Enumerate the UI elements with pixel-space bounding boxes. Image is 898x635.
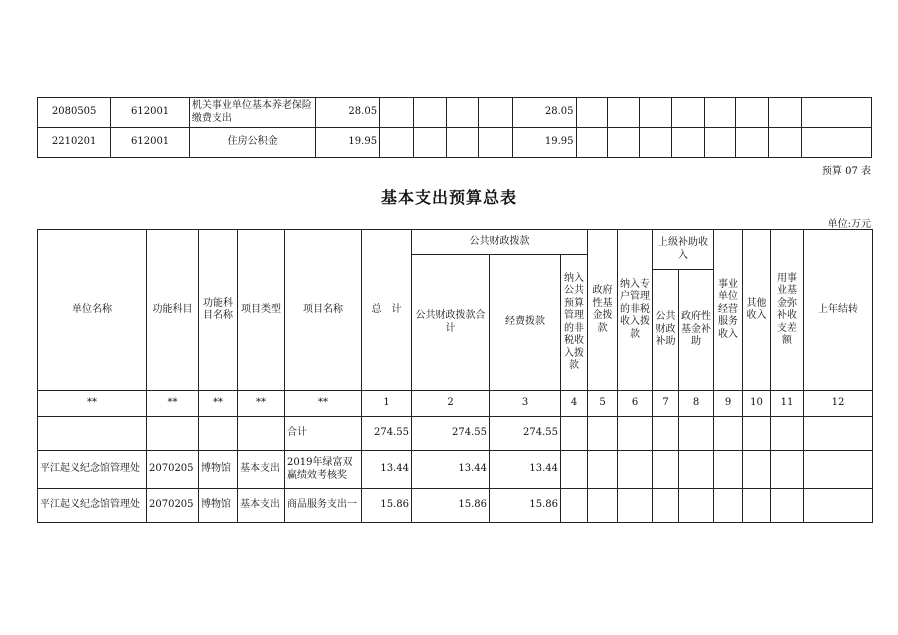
func-code-cell: 2070205 [147, 451, 199, 489]
index-cell: 3 [490, 391, 561, 417]
public-total-cell: 15.86 [412, 489, 490, 523]
unit-label: 单位:万元 [827, 219, 871, 230]
index-cell: 1 [362, 391, 412, 417]
index-cell: 7 [653, 391, 679, 417]
budget-table-number: 预算 07 表 [821, 166, 871, 177]
header-nontax-alloc: 纳入公共预算管理的非税收入拨款 [561, 255, 588, 391]
top-continuation-table [37, 97, 872, 158]
unit-name-cell: 平江起义纪念馆管理处 [38, 451, 147, 489]
func-name-cell: 博物馆 [199, 451, 238, 489]
index-cell: ** [147, 391, 199, 417]
header-last-year: 上年结转 [804, 230, 873, 391]
func-code-cell: 2070205 [147, 489, 199, 523]
header-public-finance: 公共财政拨款 [412, 230, 588, 255]
total-value: 19.95 [316, 128, 380, 158]
header-expense-alloc: 经费拨款 [490, 255, 561, 391]
expense-cell: 15.86 [490, 489, 561, 523]
index-cell: 6 [618, 391, 653, 417]
index-cell: ** [38, 391, 147, 417]
index-cell: ** [238, 391, 285, 417]
header-business-income: 事业单位经营服务收入 [714, 230, 743, 391]
summary-total: 274.55 [362, 417, 412, 451]
func-name-cell: 博物馆 [199, 489, 238, 523]
project-name-cell: 2019年绿富双赢绩效考核奖 [285, 451, 362, 489]
unit-code: 612001 [111, 98, 190, 128]
function-code: 2080505 [38, 98, 111, 128]
unit-name-cell: 平江起义纪念馆管理处 [38, 489, 147, 523]
expense-value: 28.05 [512, 98, 576, 128]
expense-name: 住房公积金 [189, 128, 315, 158]
table-row [38, 451, 873, 489]
expense-cell: 13.44 [490, 451, 561, 489]
project-name-cell: 商品服务支出一 [285, 489, 362, 523]
expense-name: 机关事业单位基本养老保险缴费支出 [189, 98, 315, 128]
header-public-finance-total: 公共财政拨款合计 [412, 255, 490, 391]
header-gov-fund-subsidy: 政府性基金补助 [679, 270, 714, 391]
header-func-subject: 功能科目 [147, 230, 199, 391]
header-unit-name: 单位名称 [38, 230, 147, 391]
table-row [38, 489, 873, 523]
header-fund-deficit: 用事业基金弥补收支差额 [771, 230, 804, 391]
index-cell: 9 [714, 391, 743, 417]
total-value: 28.05 [316, 98, 380, 128]
summary-public-total: 274.55 [412, 417, 490, 451]
index-row [38, 391, 873, 417]
header-func-subject-name: 功能科目名称 [199, 230, 238, 391]
index-cell: 10 [743, 391, 771, 417]
project-type-cell: 基本支出 [238, 489, 285, 523]
index-cell: 4 [561, 391, 588, 417]
table-row [38, 98, 872, 128]
header-row [38, 230, 873, 255]
total-cell: 15.86 [362, 489, 412, 523]
project-type-cell: 基本支出 [238, 451, 285, 489]
index-cell: 12 [804, 391, 873, 417]
header-special-nontax: 纳入专户管理的非税收入拨款 [618, 230, 653, 391]
page-title: 基本支出预算总表 [380, 188, 517, 207]
index-cell: 5 [588, 391, 618, 417]
summary-row [38, 417, 873, 451]
index-cell: ** [199, 391, 238, 417]
header-public-fin-subsidy: 公共财政补助 [653, 270, 679, 391]
header-other-income: 其他收入 [743, 230, 771, 391]
unit-code: 612001 [111, 128, 190, 158]
public-total-cell: 13.44 [412, 451, 490, 489]
total-cell: 13.44 [362, 451, 412, 489]
basic-expenditure-table [37, 229, 873, 523]
header-project-type: 项目类型 [238, 230, 285, 391]
function-code: 2210201 [38, 128, 111, 158]
header-superior-subsidy: 上级补助收入 [653, 230, 714, 270]
index-cell: 8 [679, 391, 714, 417]
summary-label: 合计 [285, 417, 362, 451]
index-cell: 11 [771, 391, 804, 417]
index-cell: ** [285, 391, 362, 417]
summary-expense: 274.55 [490, 417, 561, 451]
expense-value: 19.95 [512, 128, 576, 158]
index-cell: 2 [412, 391, 490, 417]
header-total: 总 计 [362, 230, 412, 391]
header-gov-fund: 政府性基金拨款 [588, 230, 618, 391]
header-project-name: 项目名称 [285, 230, 362, 391]
table-row [38, 128, 872, 158]
